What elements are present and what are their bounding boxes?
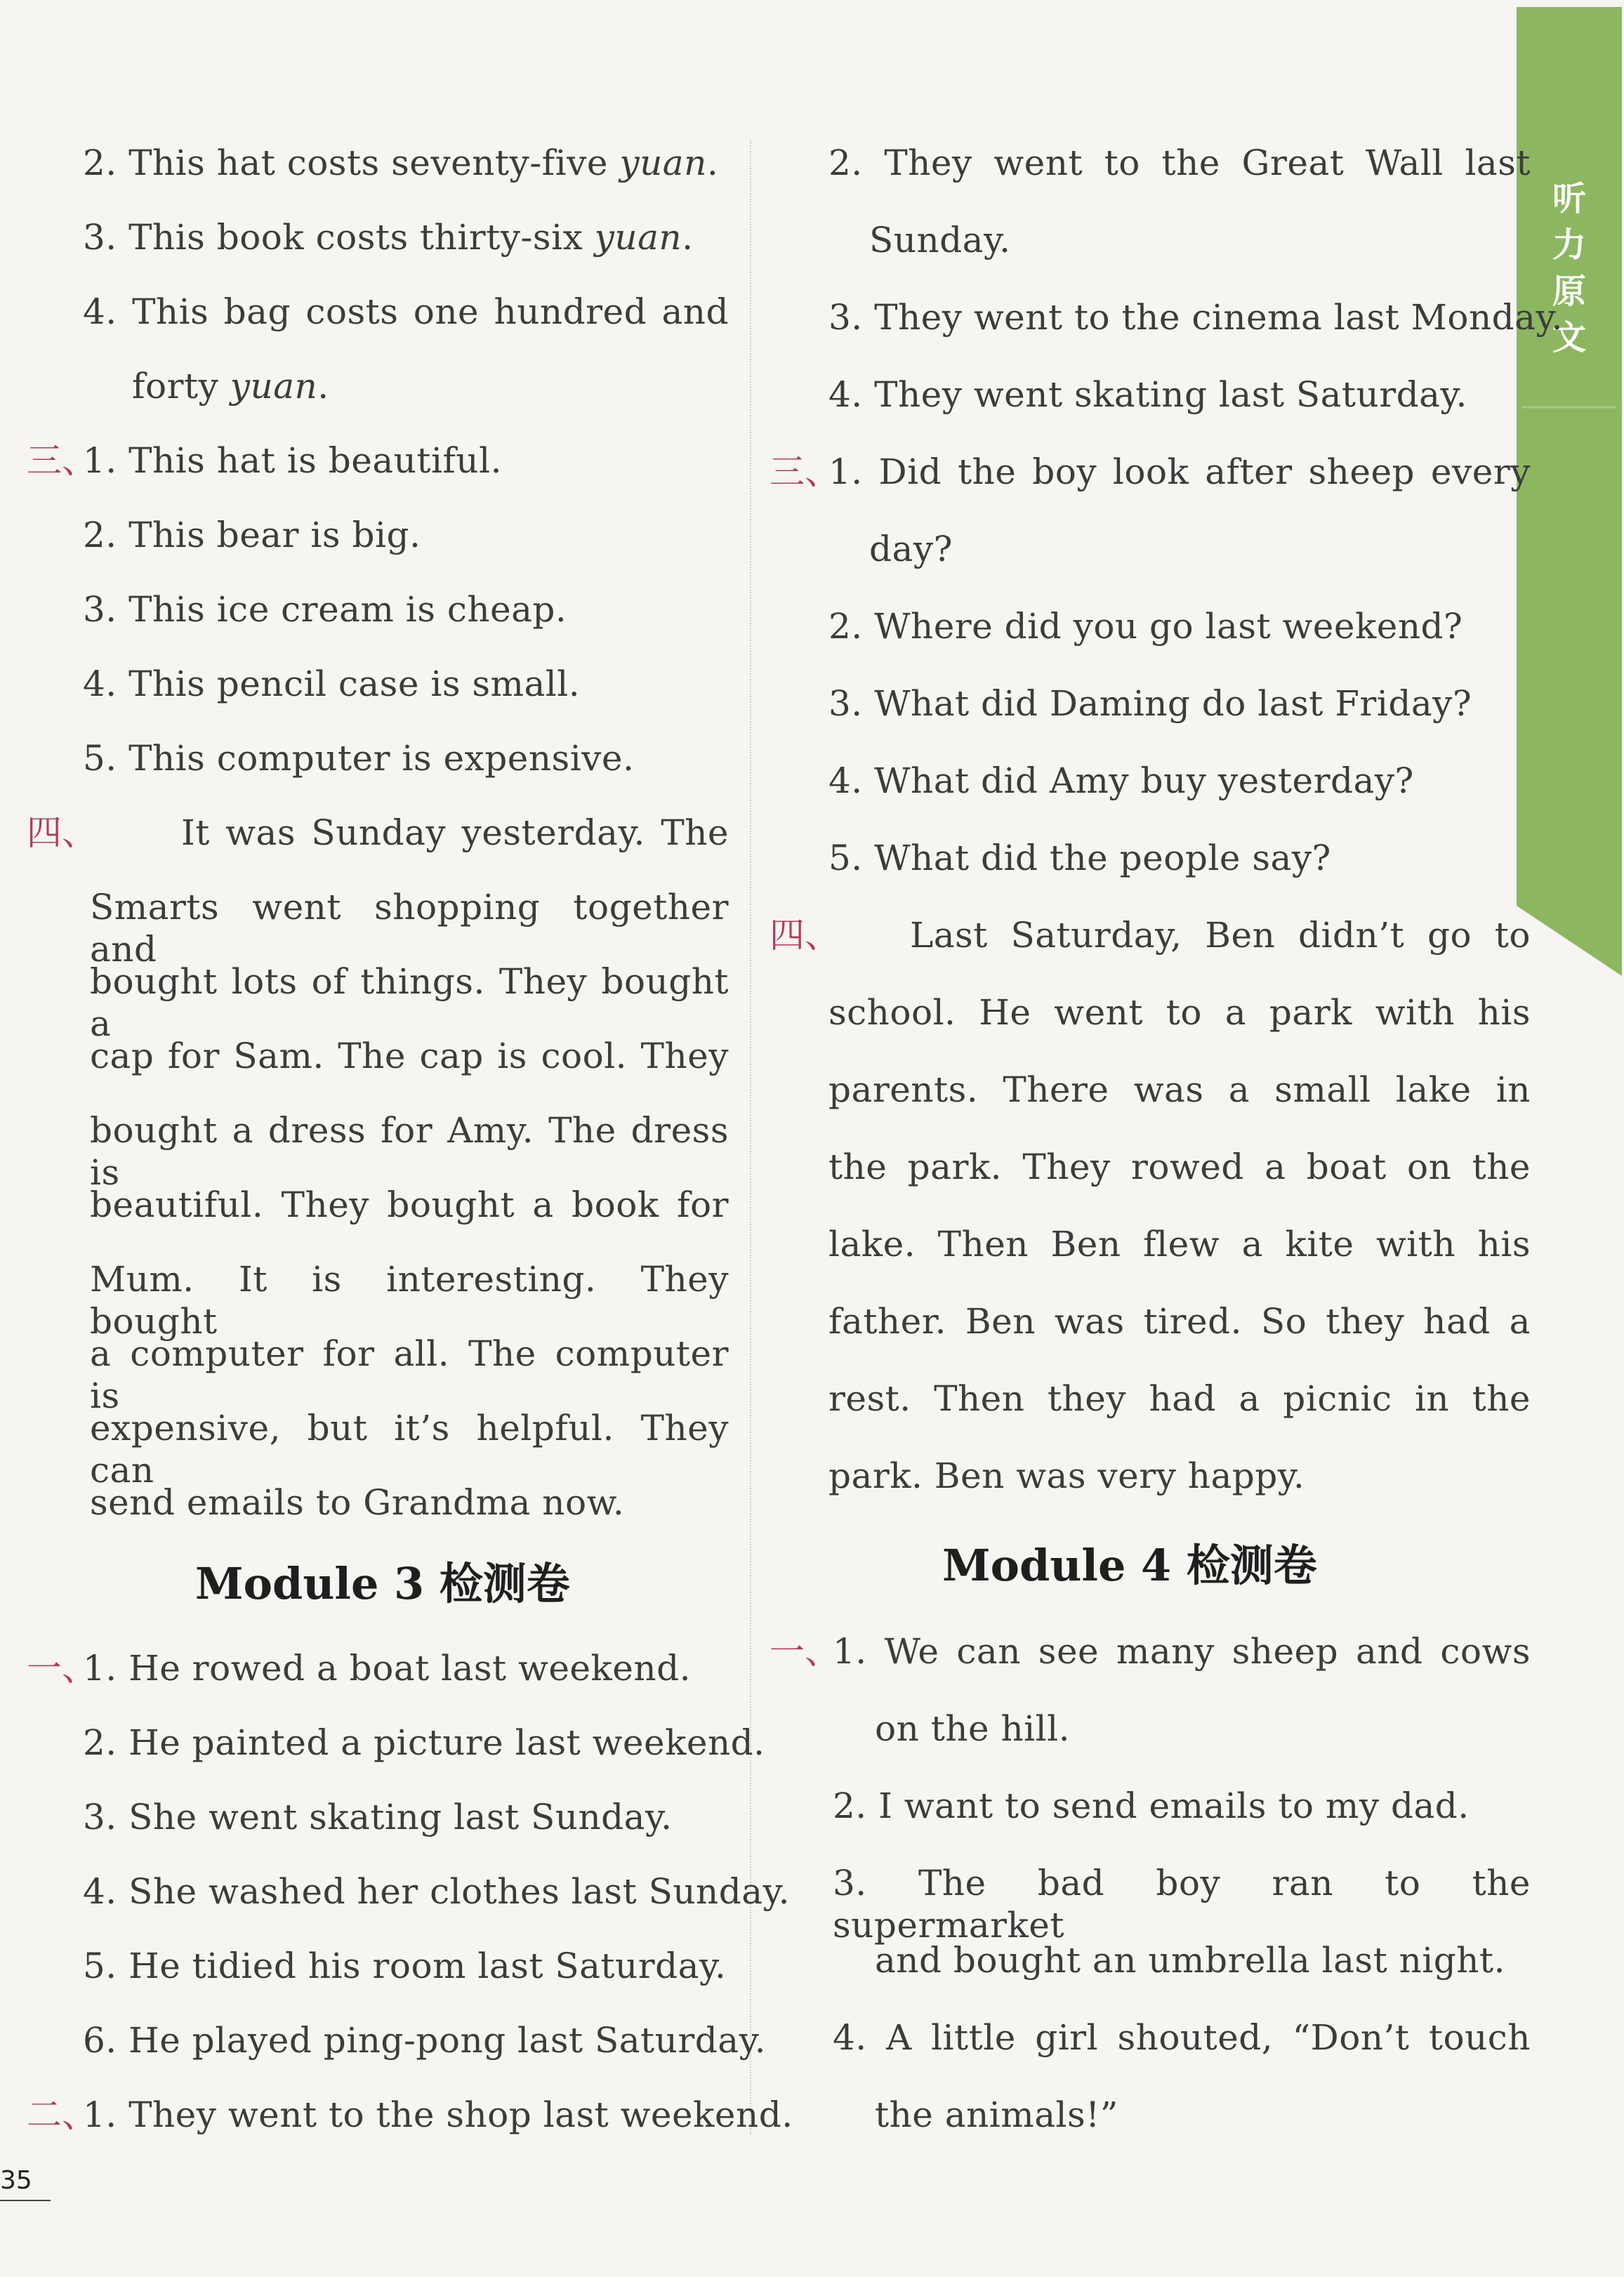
passage-line: Last Saturday, Ben didn’t go to [910,915,1531,956]
section-marker: 三、 [27,440,97,481]
section-heading: Module 3 检测卷 [195,1558,570,1609]
answer-line: 2. He painted a picture last weekend. [83,1722,765,1763]
answer-line: 2. I want to send emails to my dad. [833,1786,1470,1826]
passage-line: send emails to Grandma now. [90,1482,625,1523]
section-marker: 二、 [27,2094,97,2135]
side-tab-char: 原 [1552,272,1586,311]
answer-line: Sunday. [869,220,1011,260]
section-marker: 四、 [27,812,97,853]
answer-line: 2. They went to the Great Wall last [828,143,1531,183]
passage-line: Smarts went shopping together and [90,887,729,970]
passage-line: rest. Then they had a picnic in the [828,1378,1531,1419]
answer-line: 4. This pencil case is small. [83,664,581,704]
answer-line: 5. He tidied his room last Saturday. [83,1946,727,1986]
passage-line: the park. They rowed a boat on the [828,1147,1531,1187]
answer-line: 2. This hat costs seventy-five yuan. [83,143,719,183]
page-number-rule [0,2200,51,2201]
answer-line: forty yuan. [132,366,329,407]
answer-line: 4. This bag costs one hundred and [83,291,729,332]
passage-line: cap for Sam. The cap is cool. They [90,1036,729,1076]
answer-line: the animals!” [875,2094,1118,2135]
answer-line: 3. They went to the cinema last Monday. [828,297,1563,338]
answer-line: 3. She went skating last Sunday. [83,1797,673,1837]
passage-line: a computer for all. The computer is [90,1333,729,1416]
passage-line: Mum. It is interesting. They bought [90,1259,729,1342]
section-marker: 四、 [770,915,840,956]
side-tab-shape [1517,7,1622,976]
section-marker: 一、 [770,1631,840,1672]
passage-line: expensive, but it’s helpful. They can [90,1408,729,1491]
answer-line: 4. She washed her clothes last Sunday. [83,1871,791,1912]
answer-line: 1. Did the boy look after sheep every [828,451,1531,492]
answer-line: 5. What did the people say? [828,838,1331,878]
answer-line: 1. We can see many sheep and cows [833,1631,1531,1672]
passage-line: bought a dress for Amy. The dress is [90,1110,729,1193]
answer-line: 1. They went to the shop last weekend. [83,2094,793,2135]
answer-line: 1. This hat is beautiful. [83,440,503,481]
answer-line: 5. This computer is expensive. [83,738,635,779]
answer-line: 4. What did Amy buy yesterday? [828,760,1414,801]
answer-line: day? [869,529,953,569]
page-number: 35 [0,2166,32,2195]
answer-line: 4. A little girl shouted, “Don’t touch [833,2017,1531,2058]
section-heading: Module 4 检测卷 [942,1540,1317,1591]
section-marker: 三、 [770,451,840,492]
passage-line: father. Ben was tired. So they had a [828,1301,1531,1342]
answer-line: 3. This ice cream is cheap. [83,589,567,630]
answer-line: 2. This bear is big. [83,515,421,555]
passage-line: bought lots of things. They bought a [90,961,729,1044]
side-tab-char: 力 [1552,225,1586,265]
answer-line: on the hill. [875,1708,1071,1749]
side-tab-char: 文 [1552,318,1586,357]
answer-line: 6. He played ping-pong last Saturday. [83,2020,767,2061]
passage-line: parents. There was a small lake in [828,1069,1531,1110]
column-divider [750,140,751,2134]
side-tab-char: 听 [1552,179,1586,218]
side-tab [1517,7,1622,976]
passage-line: park. Ben was very happy. [828,1456,1305,1496]
answer-line: 4. They went skating last Saturday. [828,374,1467,415]
passage-line: beautiful. They bought a book for [90,1184,729,1225]
answer-line: 3. This book costs thirty-six yuan. [83,217,694,258]
answer-line: 3. What did Daming do last Friday? [828,683,1472,724]
answer-line: 2. Where did you go last weekend? [828,606,1463,647]
passage-line: school. He went to a park with his [828,992,1531,1033]
passage-line: lake. Then Ben flew a kite with his [828,1224,1531,1265]
answer-line: 1. He rowed a boat last weekend. [83,1648,691,1689]
answer-line: 3. The bad boy ran to the supermarket [833,1863,1531,1946]
answer-line: and bought an umbrella last night. [875,1940,1505,1981]
passage-line: It was Sunday yesterday. The [181,812,729,853]
section-marker: 一、 [27,1648,97,1689]
